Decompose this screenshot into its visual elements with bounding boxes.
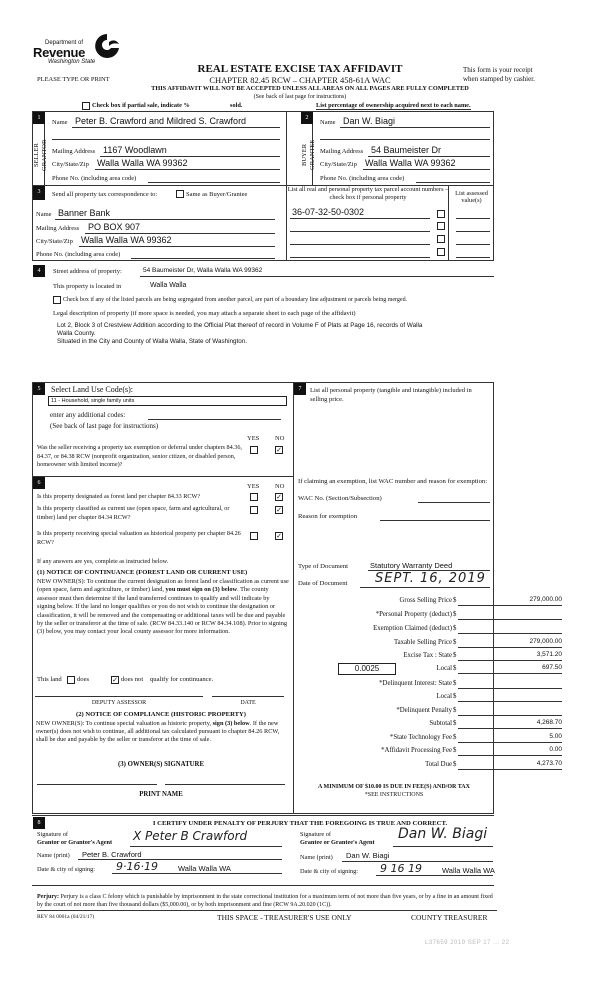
grantee-signature[interactable]: Dan W. Biagi [398, 826, 488, 842]
buyer-name-field[interactable]: Dan W. Biagi [343, 116, 396, 126]
current-use-no-checkbox[interactable]: ✓ [276, 506, 282, 514]
personal-property-label: List all personal property (tangible and intangible) included in selling price. [310, 387, 472, 403]
type-or-print: PLEASE TYPE OR PRINT [37, 76, 110, 83]
minimum-due-note: A MINIMUM OF $10.00 IS DUE IN FEE(S) AND/OR TAX [318, 784, 470, 790]
buyer-city-label: City/State/Zip [320, 161, 357, 168]
does-checkbox[interactable] [67, 676, 75, 684]
corr-name-label: Name [36, 211, 52, 218]
delinquent-penalty[interactable] [458, 715, 562, 716]
assessed-value-1[interactable] [456, 218, 490, 219]
amount-label: *Affidavit Processing Fee [381, 747, 452, 754]
located-field[interactable]: Walla Walla [150, 282, 187, 289]
parcel-personal-checkbox-1[interactable] [437, 210, 445, 218]
parcel-personal-checkbox-3[interactable] [437, 235, 445, 243]
current-use-question: Is this property classified as current use (open space, farm and agricultural, or timber) land per chapter 84.34 RCW? [37, 505, 230, 521]
form-title: REAL ESTATE EXCISE TAX AFFIDAVIT [197, 63, 403, 75]
doc-date-field[interactable]: SEPT. 16, 2019 [375, 571, 486, 586]
deputy-assessor-signature[interactable] [35, 696, 203, 697]
logo-name: Revenue [33, 45, 86, 60]
grantor-city-field[interactable]: Walla Walla WA [178, 864, 231, 873]
logo-state: Washington State [48, 59, 96, 65]
partial-sale-checkbox[interactable] [82, 102, 90, 110]
corr-phone-field[interactable] [131, 258, 275, 259]
assessed-value-3[interactable] [456, 244, 490, 245]
q5-yes-checkbox[interactable] [250, 446, 258, 454]
grantee-name-label: Name (print) [300, 854, 333, 861]
seller-city-label: City/State/Zip [52, 161, 89, 168]
amount-label: Taxable Selling Price [393, 639, 452, 646]
parcel-number-2[interactable] [290, 231, 430, 232]
section-5-badge: 5 [33, 383, 45, 395]
reason-label: Reason for exemption [298, 513, 358, 520]
grantor-date-field[interactable]: 9·16·19 [116, 860, 158, 873]
date-label: DATE [240, 700, 256, 706]
additional-codes-label: enter any additional codes: [50, 411, 126, 419]
delinquent-interest-local[interactable] [458, 701, 562, 702]
section-6-badge: 6 [33, 477, 45, 489]
parcel-number-1[interactable]: 36-07-32-50-0302 [292, 207, 365, 217]
legal-label: Legal description of property (if more space is needed, you may attach a separate sheet to each page of the affidavit) [53, 310, 356, 317]
subtotal[interactable]: 4,268.70 [536, 719, 562, 726]
doc-date-label: Date of Document [298, 580, 348, 587]
amount-label: *Delinquent Interest: State [379, 680, 452, 687]
partial-sale-suffix: sold. [230, 102, 243, 109]
exemption-label: If claiming an exemption, list WAC number and reason for exemption: [298, 478, 488, 485]
historic-no-checkbox[interactable]: ✓ [276, 532, 282, 540]
taxable-selling-price[interactable]: 279,000.00 [529, 638, 562, 645]
same-as-buyer-label: Same as Buyer/Grantee [186, 191, 248, 198]
does-label: does [77, 676, 90, 683]
ownership-note: List percentage of ownership acquired next to each name. [316, 102, 471, 109]
amount-label: Gross Selling Price [399, 597, 452, 604]
logo-dept: Department of [45, 40, 84, 46]
historic-yes-checkbox[interactable] [250, 532, 258, 540]
forest-no-checkbox[interactable]: ✓ [276, 493, 282, 501]
grantor-sig-label: Signature of Grantor or Grantor's Agent [37, 831, 113, 846]
form-revision: REV 84 0001a (04/21/17) [37, 914, 95, 920]
treasurer-use-label: THIS SPACE - TREASURER'S USE ONLY [217, 913, 352, 922]
excise-tax-state[interactable]: 3,571.20 [536, 651, 562, 658]
does-not-label: does not [121, 676, 144, 683]
land-use-title: Select Land Use Code(s): [51, 385, 133, 394]
section-8-badge: 8 [33, 817, 45, 829]
section-7-badge: 7 [294, 383, 306, 395]
parcel-personal-checkbox-2[interactable] [437, 222, 445, 230]
corr-name-field[interactable]: Banner Bank [58, 208, 111, 218]
if-yes-note: If any answers are yes, complete as instructed below. [37, 558, 169, 565]
grantor-name-label: Name (print) [37, 852, 70, 859]
this-land-label: This land [37, 676, 62, 683]
corr-city-label: City/State/Zip [36, 238, 73, 245]
amount-label: *State Technology Fee [389, 734, 452, 741]
certify-statement: I CERTIFY UNDER PENALTY OF PERJURY THAT THE FOREGOING IS TRUE AND CORRECT. [152, 820, 448, 827]
personal-property-deduct[interactable] [458, 619, 562, 620]
form-chapters: CHAPTER 82.45 RCW – CHAPTER 458-61A WAC [209, 75, 391, 85]
wac-field[interactable] [418, 502, 490, 503]
doc-type-label: Type of Document [298, 563, 349, 570]
notice-compliance-text: NEW OWNER(S): To continue special valuation as historic property, sign (3) below. If the new owner(s) does not wish to continue, all additional tax calculated pursuant to chapter 84.26 RCW, shall be due and payable by the seller or transferor at the time of sale. [36, 720, 280, 743]
parcel-personal-checkbox-4[interactable] [437, 248, 445, 256]
amount-label: Exemption Claimed (deduct) [373, 625, 452, 632]
total-due[interactable]: 4,273.70 [536, 760, 562, 767]
section-3-badge: 3 [33, 186, 45, 200]
corr-mailing-field[interactable]: PO BOX 907 [88, 222, 141, 232]
yes-header-6: YES [247, 483, 260, 490]
amount-label: Total Due [425, 761, 452, 768]
section-1-badge: 1 [33, 112, 45, 124]
amount-label: *Personal Property (deduct) [375, 611, 452, 618]
notice-continuance-title: (1) NOTICE OF CONTINUANCE (FOREST LAND OR CURRENT USE) [37, 569, 248, 576]
seller-mailing-label: Mailing Address [52, 148, 96, 155]
no-header-6: NO [275, 483, 285, 490]
assessed-value-4[interactable] [456, 257, 490, 258]
amount-label: Excise Tax : State [403, 652, 452, 659]
section-2-badge: 2 [301, 112, 313, 124]
buyer-phone-field[interactable] [416, 182, 490, 183]
print-name-label: PRINT NAME [139, 791, 183, 798]
located-label: This property is located in [53, 283, 122, 290]
deputy-assessor-label: DEPUTY ASSESSOR [91, 700, 147, 706]
seller-phone-label: Phone No. (including area code) [52, 175, 137, 182]
seller-side-label: SELLER GRANTOR [33, 139, 48, 171]
corr-city-field[interactable]: Walla Walla WA 99362 [81, 235, 172, 245]
street-field[interactable]: 54 Baumeister Dr, Walla Walla WA 99362 [143, 267, 263, 274]
no-header-5: NO [275, 435, 285, 442]
delinquent-interest-state[interactable] [458, 688, 562, 689]
reason-field[interactable] [380, 520, 490, 521]
grantee-date-label: Date & city of signing: [300, 868, 359, 875]
parcels-header: List all real and personal property tax parcel account numbers – check box if personal property [287, 186, 449, 201]
see-instructions-note: *SEE INSTRUCTIONS [364, 792, 424, 798]
grantee-date-field[interactable]: 9 16 19 [380, 862, 422, 875]
seller-city-field[interactable]: Walla Walla WA 99362 [97, 158, 188, 168]
county-treasurer-label: COUNTY TREASURER [411, 913, 488, 922]
perjury-notice: Perjury: Perjury is a class C felony which is punishable by imprisonment in the state correctional institution for a maximum term of not more than five years, or by a fine in an amount fixed by the court of not more than five thousand dollars ($5,000.00), or by both imprisonment and fine (RCW 9A.20.020 (1C)). [37, 893, 497, 911]
corr-phone-label: Phone No. (including area code) [36, 251, 121, 258]
buyer-mailing-field[interactable]: 54 Baumeister Dr [371, 145, 442, 155]
does-not-checkbox[interactable]: ✓ [112, 676, 118, 684]
buyer-side-label: BUYER GRANTEE [301, 139, 316, 171]
assessor-date[interactable] [212, 696, 284, 697]
dor-logo [33, 30, 123, 66]
seller-phone-field[interactable] [148, 182, 280, 183]
excise-tax-local[interactable]: 697.50 [542, 664, 562, 671]
forest-yes-checkbox[interactable] [250, 493, 258, 501]
amount-label: Local [436, 665, 452, 672]
receipt-note-1: This form is your receipt [463, 66, 533, 74]
segregated-label: Check box if any of the listed parcels are being segregated from another parcel, are part of a boundary line adjustment or parcels being merged. [63, 297, 408, 303]
street-label: Street address of property: [53, 268, 122, 275]
corr-mailing-label: Mailing Address [36, 225, 80, 232]
grantor-date-label: Date & city of signing: [37, 866, 96, 873]
additional-codes-field[interactable] [148, 419, 281, 420]
current-use-yes-checkbox[interactable] [250, 506, 258, 514]
notice-compliance-title: (2) NOTICE OF COMPLIANCE (HISTORIC PROPERTY) [76, 711, 246, 718]
buyer-mailing-label: Mailing Address [320, 148, 364, 155]
forest-land-question: Is this property designated as forest land per chapter 84.33 RCW? [37, 493, 201, 500]
assessed-header: List assessed value(s) [455, 190, 488, 204]
exemption-claimed-deduct[interactable] [458, 633, 562, 634]
q5-no-checkbox[interactable]: ✓ [276, 446, 282, 454]
assessed-value-2[interactable] [456, 231, 490, 232]
buyer-name-label: Name [320, 119, 336, 126]
notice-continuance-text: NEW OWNER(S): To continue the current designation as forest land or classification as current use (open space, farm and agriculture, or timber) land, you must sign on (3) below. The county assessor must then determine if the land transferred continues to qualify and will indicate by signing below. If the land no longer qualifies or you do not wish to continue the designation or classification, it will be removed and the compensating or additional taxes will be due and payable by the seller or transferor at the time of sale. (RCW 84.33.140 or RCW 84.34.108). Prior to signing (3) below, you may contact your local county assessor for more information. [37, 578, 289, 636]
land-use-see-back: (See back of last page for instructions) [50, 422, 159, 430]
doc-type-field[interactable]: Statutory Warranty Deed [370, 561, 453, 570]
buyer-phone-label: Phone No. (including area code) [320, 175, 405, 182]
correspondence-label: Send all property tax correspondence to: [52, 191, 158, 198]
grantee-city-field[interactable]: Walla Walla WA [442, 866, 495, 875]
amount-label: Local [436, 693, 452, 700]
wac-label: WAC No. (Section/Subsection) [298, 495, 382, 502]
historic-question: Is this property receiving special valuation as historical property per chapter 84.26 RCW? [37, 530, 241, 546]
receipt-note-2: when stamped by cashier. [463, 75, 535, 83]
seller-mailing-field[interactable]: 1167 Woodlawn [103, 145, 167, 155]
parcel-number-4[interactable] [290, 257, 430, 258]
dor-logo-icon [93, 32, 121, 60]
section-4-badge: 4 [33, 265, 45, 277]
seller-name-field[interactable]: Peter B. Crawford and Mildred S. Crawford [75, 116, 247, 126]
qualify-label: qualify for continuance. [150, 676, 214, 683]
recording-stamp: L37659 2019 SEP 17 ... 22 [425, 940, 510, 946]
legal-description[interactable]: Lot 2, Block 3 of Crestview Addition according to the Official Plat thereof of record in Volume F of Plats at Page 16, records of Walla Walla County. Situated in the City and County of Walla Walla, State of Washington. [57, 322, 423, 345]
seller-name-label: Name [52, 119, 68, 126]
affidavit-processing-fee[interactable]: 0.00 [549, 746, 562, 753]
segregated-checkbox[interactable] [53, 296, 61, 304]
exemption-question: Was the seller receiving a property tax exemption or deferral under chapters 84.36, 84.37, or 84.38 RCW (nonprofit organization, senior citizen, or disabled person, homeowner with limited income)? [37, 444, 242, 468]
local-rate-field[interactable]: 0.0025 [338, 663, 396, 675]
partial-sale-label: Check box if partial sale, indicate % [92, 102, 190, 109]
owner-signature-title: (3) OWNER(S) SIGNATURE [118, 761, 204, 768]
buyer-city-field[interactable]: Walla Walla WA 99362 [365, 158, 456, 168]
land-use-select[interactable]: 11 - Household, single family units [48, 396, 287, 406]
owner-signature-field-2[interactable] [165, 784, 285, 785]
grantee-name-field[interactable]: Dan W. Biagi [346, 851, 390, 860]
see-back-note: (See back of last page for instructions) [253, 94, 347, 100]
yes-header-5: YES [247, 435, 260, 442]
owner-signature-field-1[interactable] [37, 784, 157, 785]
gross-selling-price[interactable]: 279,000.00 [529, 596, 562, 603]
parcel-number-3[interactable] [290, 244, 430, 245]
grantor-signature[interactable]: X Peter B Crawford [133, 829, 248, 843]
state-technology-fee[interactable]: 5.00 [549, 733, 562, 740]
warning-text: THIS AFFIDAVIT WILL NOT BE ACCEPTED UNLESS ALL AREAS ON ALL PAGES ARE FULLY COMPLETED [151, 85, 469, 92]
grantee-sig-label: Signature of Grantee or Grantee's Agent [300, 831, 375, 846]
amount-label: Subtotal [429, 720, 452, 727]
same-as-buyer-checkbox[interactable] [176, 190, 184, 198]
grantor-name-field[interactable]: Peter B. Crawford [82, 850, 142, 859]
amount-label: *Delinquent Penalty [396, 707, 452, 714]
